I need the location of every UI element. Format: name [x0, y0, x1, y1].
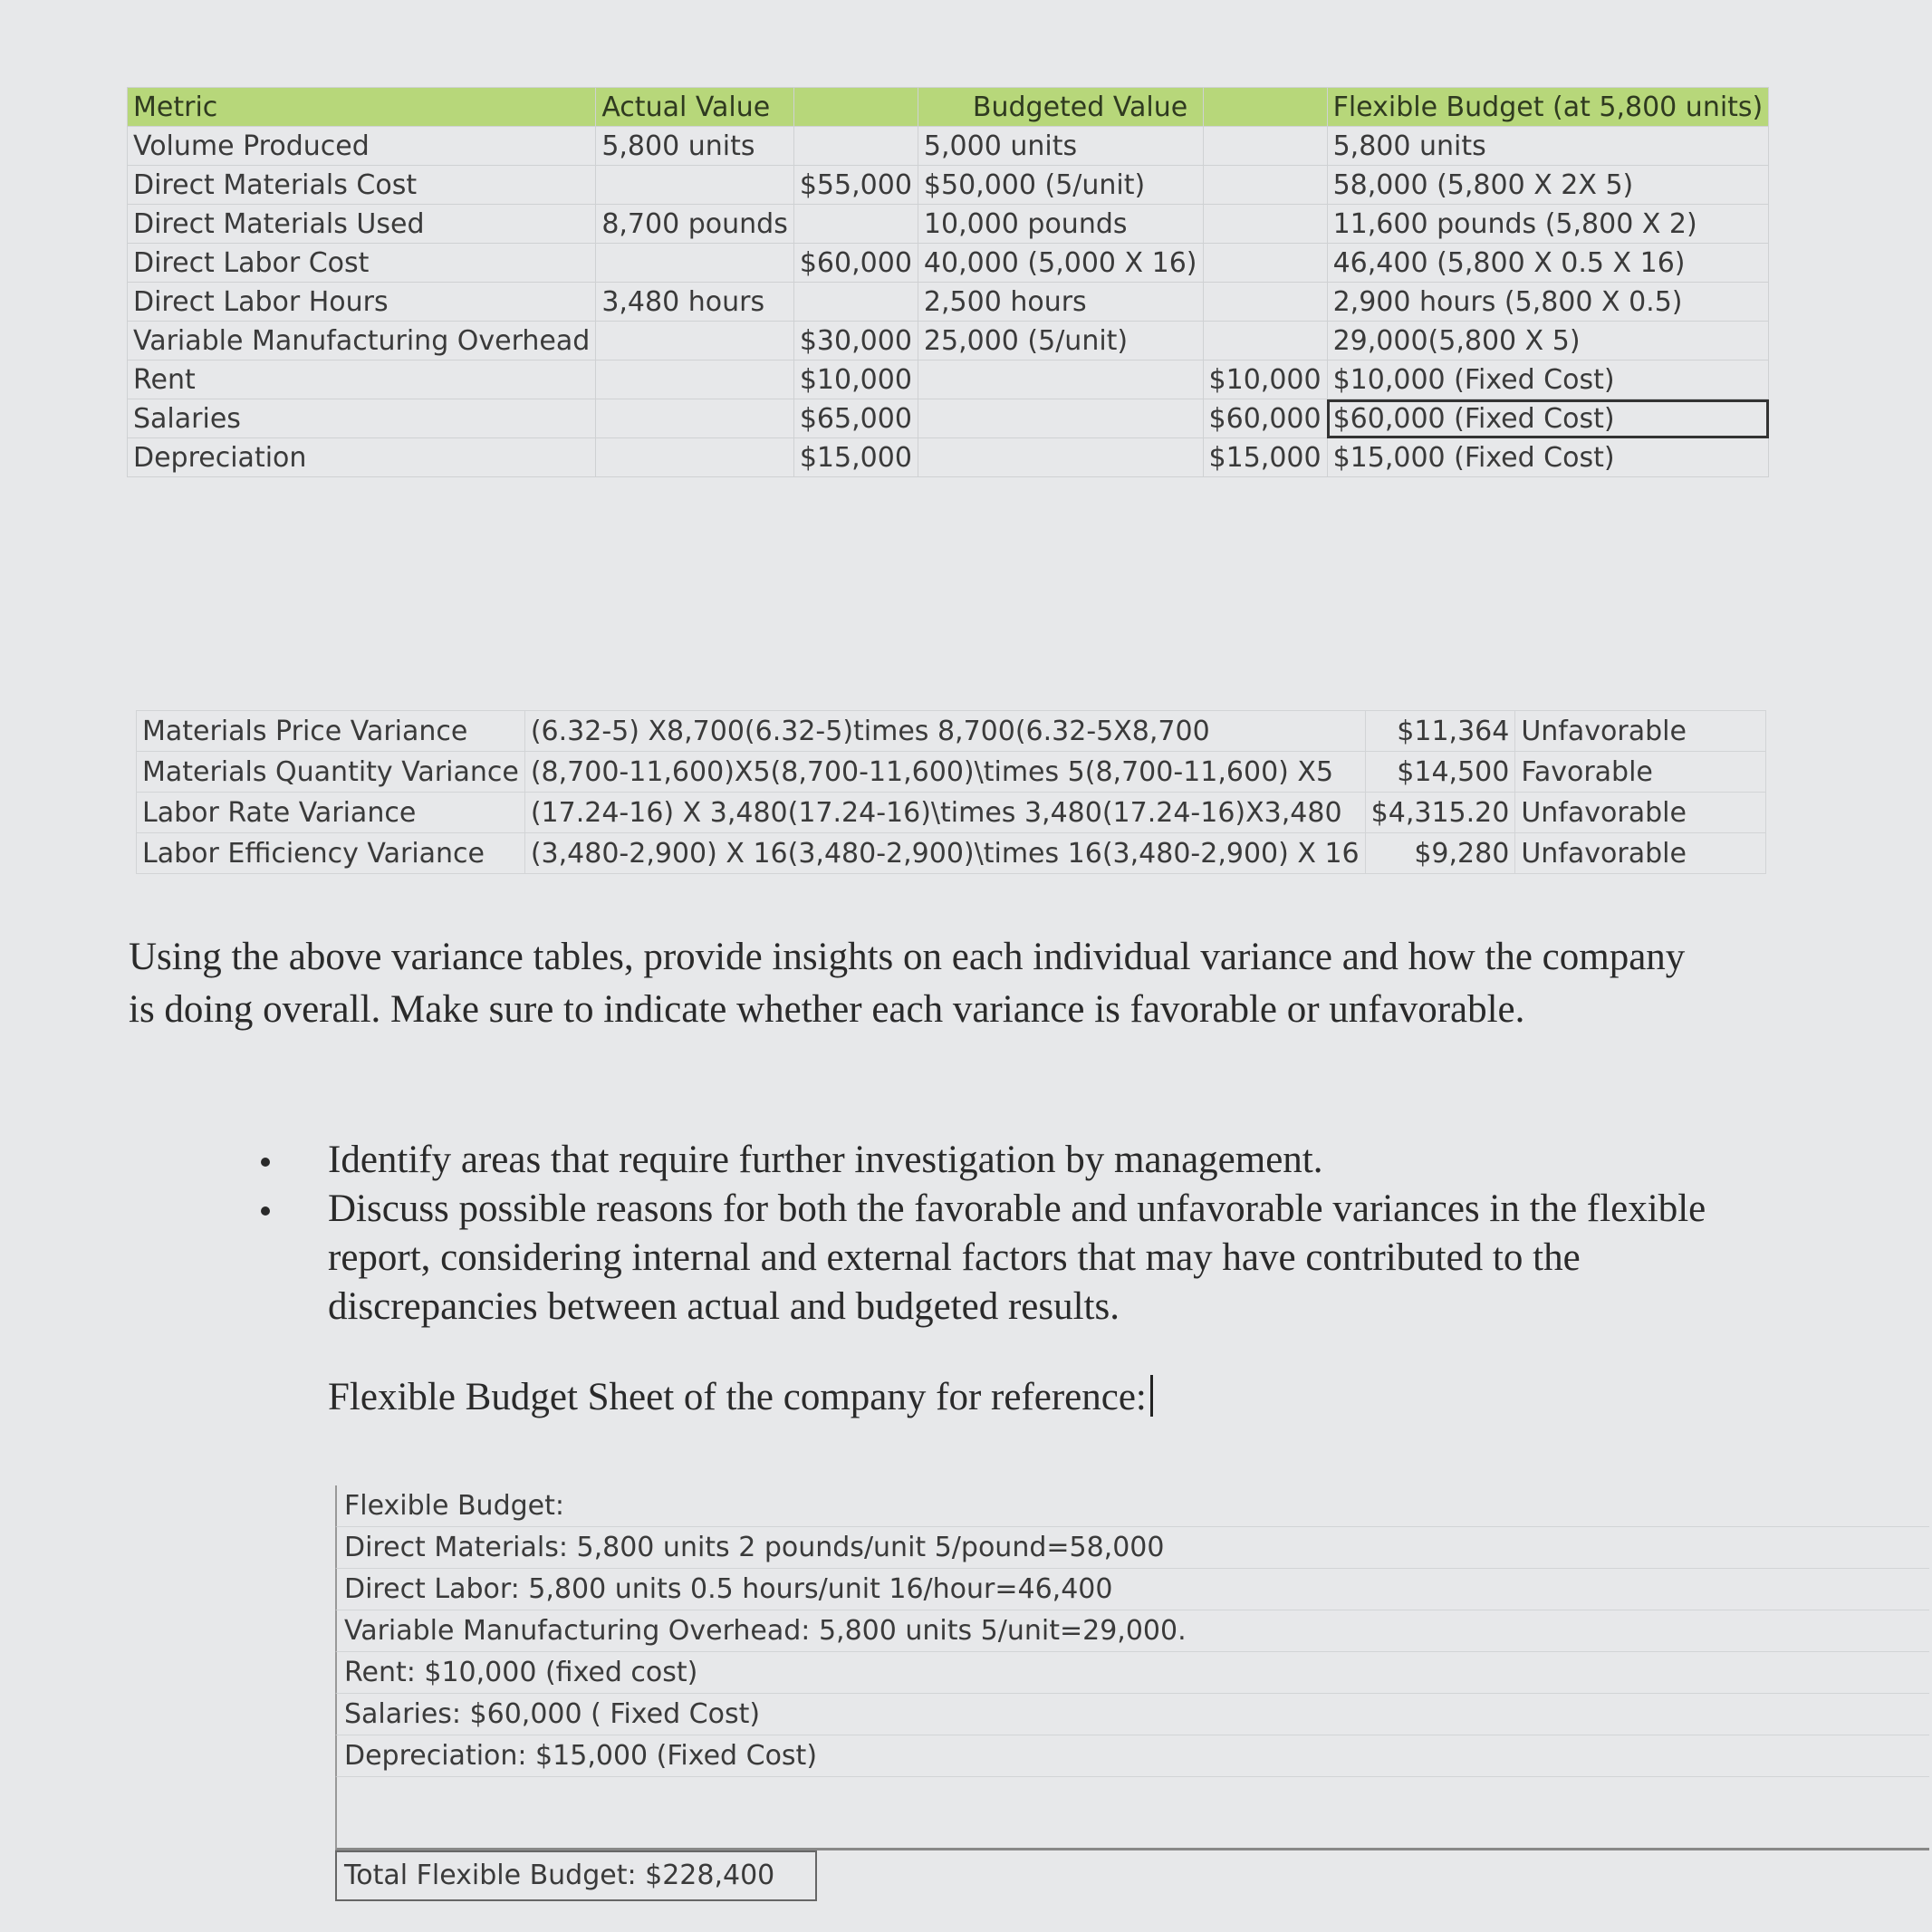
- actual-cell[interactable]: [596, 360, 794, 399]
- flex-amount-cell[interactable]: $15,000: [1203, 438, 1327, 477]
- actual-cost-cell[interactable]: $55,000: [793, 166, 918, 205]
- actual-cell[interactable]: [596, 322, 794, 360]
- variance-formula[interactable]: (6.32-5) X8,700(6.32-5)times 8,700(6.32-5X8,700: [524, 711, 1365, 752]
- reference-spacer: [335, 1777, 1929, 1850]
- actual-cost-cell[interactable]: [793, 205, 918, 244]
- metric-cell[interactable]: Direct Labor Hours: [128, 283, 596, 322]
- actual-cost-cell[interactable]: $65,000: [793, 399, 918, 438]
- table-row: [128, 322, 1769, 360]
- flex-cell[interactable]: 5,800 units: [1327, 127, 1769, 166]
- table-row: [128, 205, 1769, 244]
- header-cell[interactable]: Flexible Budget (at 5,800 units): [1327, 88, 1769, 127]
- variance-amount[interactable]: $4,315.20: [1365, 793, 1515, 833]
- actual-cell[interactable]: [596, 244, 794, 283]
- reference-line[interactable]: Flexible Budget:: [335, 1485, 1929, 1527]
- variance-result[interactable]: Unfavorable: [1515, 711, 1766, 752]
- budget-cell[interactable]: [918, 399, 1203, 438]
- variance-result[interactable]: Favorable: [1515, 752, 1766, 793]
- reference-title[interactable]: [328, 1375, 1153, 1419]
- budget-cell[interactable]: [918, 438, 1203, 477]
- flex-amount-cell[interactable]: [1203, 283, 1327, 322]
- metric-cell[interactable]: Variable Manufacturing Overhead: [128, 322, 596, 360]
- reference-line[interactable]: Variable Manufacturing Overhead: 5,800 units 5/unit=29,000.: [335, 1610, 1929, 1652]
- reference-line[interactable]: Direct Materials: 5,800 units 2 pounds/unit 5/pound=58,000: [335, 1527, 1929, 1569]
- actual-cost-cell[interactable]: $10,000: [793, 360, 918, 399]
- budget-cell[interactable]: 25,000 (5/unit): [918, 322, 1203, 360]
- selected-cell[interactable]: $60,000 (Fixed Cost): [1327, 399, 1769, 438]
- reference-sheet: [335, 1485, 1929, 1901]
- reference-total[interactable]: Total Flexible Budget: $228,400: [335, 1850, 817, 1901]
- header-cell[interactable]: [793, 88, 918, 127]
- actual-cost-cell[interactable]: [793, 127, 918, 166]
- reference-line[interactable]: Direct Labor: 5,800 units 0.5 hours/unit 16/hour=46,400: [335, 1569, 1929, 1610]
- flex-amount-cell[interactable]: [1203, 166, 1327, 205]
- budget-cell[interactable]: [918, 360, 1203, 399]
- variance-result[interactable]: Unfavorable: [1515, 833, 1766, 874]
- table-row: [128, 283, 1769, 322]
- budget-cell[interactable]: 40,000 (5,000 X 16): [918, 244, 1203, 283]
- actual-cell[interactable]: [596, 166, 794, 205]
- table-row: [128, 166, 1769, 205]
- metric-cell[interactable]: Salaries: [128, 399, 596, 438]
- variance-amount[interactable]: $14,500: [1365, 752, 1515, 793]
- flex-cell[interactable]: $10,000 (Fixed Cost): [1327, 360, 1769, 399]
- table-row: [128, 244, 1769, 283]
- variance-name[interactable]: Materials Price Variance: [137, 711, 525, 752]
- actual-cell[interactable]: 3,480 hours: [596, 283, 794, 322]
- budget-cell[interactable]: $50,000 (5/unit): [918, 166, 1203, 205]
- bullet-list: [254, 1136, 1775, 1331]
- variance-formula[interactable]: (17.24-16) X 3,480(17.24-16)\times 3,480(17.24-16)X3,480: [524, 793, 1365, 833]
- variance-table: [136, 710, 1766, 874]
- flex-amount-cell[interactable]: $10,000: [1203, 360, 1327, 399]
- budget-cell[interactable]: 2,500 hours: [918, 283, 1203, 322]
- table-row: [128, 360, 1769, 399]
- table-row: [128, 438, 1769, 477]
- flex-cell[interactable]: 46,400 (5,800 X 0.5 X 16): [1327, 244, 1769, 283]
- variance-formula[interactable]: (3,480-2,900) X 16(3,480-2,900)\times 16(3,480-2,900) X 16: [524, 833, 1365, 874]
- variance-amount[interactable]: $9,280: [1365, 833, 1515, 874]
- reference-title-text: Flexible Budget Sheet of the company for reference:: [328, 1376, 1147, 1418]
- actual-cell[interactable]: [596, 399, 794, 438]
- reference-line[interactable]: Salaries: $60,000 ( Fixed Cost): [335, 1694, 1929, 1735]
- metric-cell[interactable]: Direct Labor Cost: [128, 244, 596, 283]
- flex-amount-cell[interactable]: [1203, 127, 1327, 166]
- actual-cell[interactable]: 5,800 units: [596, 127, 794, 166]
- variance-result[interactable]: Unfavorable: [1515, 793, 1766, 833]
- flex-cell[interactable]: 11,600 pounds (5,800 X 2): [1327, 205, 1769, 244]
- header-cell[interactable]: [1203, 88, 1327, 127]
- variance-row: [137, 752, 1766, 793]
- flex-amount-cell[interactable]: [1203, 322, 1327, 360]
- header-cell[interactable]: Metric: [128, 88, 596, 127]
- table-row: [128, 399, 1769, 438]
- bullet-icon: [261, 1158, 270, 1167]
- header-cell[interactable]: Budgeted Value: [918, 88, 1203, 127]
- metric-cell[interactable]: Depreciation: [128, 438, 596, 477]
- actual-cost-cell[interactable]: $60,000: [793, 244, 918, 283]
- actual-cell[interactable]: [596, 438, 794, 477]
- reference-line[interactable]: Depreciation: $15,000 (Fixed Cost): [335, 1735, 1929, 1777]
- reference-line[interactable]: Rent: $10,000 (fixed cost): [335, 1652, 1929, 1694]
- actual-cost-cell[interactable]: $30,000: [793, 322, 918, 360]
- flexible-budget-sheet: [127, 87, 1769, 477]
- header-cell[interactable]: Actual Value: [596, 88, 794, 127]
- text-cursor: [1150, 1375, 1153, 1417]
- variance-name[interactable]: Materials Quantity Variance: [137, 752, 525, 793]
- variance-row: [137, 833, 1766, 874]
- variance-amount[interactable]: $11,364: [1365, 711, 1515, 752]
- variance-name[interactable]: Labor Rate Variance: [137, 793, 525, 833]
- sheet-header-row: [128, 88, 1769, 127]
- budget-cell[interactable]: 5,000 units: [918, 127, 1203, 166]
- variance-formula[interactable]: (8,700-11,600)X5(8,700-11,600)\times 5(8,700-11,600) X5: [524, 752, 1365, 793]
- variance-row: [137, 711, 1766, 752]
- flex-cell[interactable]: 2,900 hours (5,800 X 0.5): [1327, 283, 1769, 322]
- budget-cell[interactable]: 10,000 pounds: [918, 205, 1203, 244]
- actual-cost-cell[interactable]: [793, 283, 918, 322]
- table-row: [128, 127, 1769, 166]
- flex-amount-cell[interactable]: [1203, 244, 1327, 283]
- metric-cell[interactable]: Direct Materials Cost: [128, 166, 596, 205]
- metric-cell[interactable]: Volume Produced: [128, 127, 596, 166]
- list-item: [254, 1185, 1775, 1331]
- flex-cell[interactable]: $15,000 (Fixed Cost): [1327, 438, 1769, 477]
- flex-amount-cell[interactable]: $60,000: [1203, 399, 1327, 438]
- variance-name[interactable]: Labor Efficiency Variance: [137, 833, 525, 874]
- question-prompt: Using the above variance tables, provide insights on each individual variance and how the company is doing overall. Make sure to indicate whether each variance is favorable or unfavorable.: [129, 936, 1686, 1031]
- list-item: [254, 1136, 1775, 1185]
- bullet-icon: [261, 1206, 270, 1216]
- actual-cell[interactable]: 8,700 pounds: [596, 205, 794, 244]
- actual-cost-cell[interactable]: $15,000: [793, 438, 918, 477]
- variance-row: [137, 793, 1766, 833]
- metric-cell[interactable]: Rent: [128, 360, 596, 399]
- bullet-text: Discuss possible reasons for both the favorable and unfavorable variances in the flexible report, considering internal and external factors that may have contributed to the discrepancies between actual and budgeted results.: [328, 1187, 1706, 1328]
- metric-cell[interactable]: Direct Materials Used: [128, 205, 596, 244]
- flex-amount-cell[interactable]: [1203, 205, 1327, 244]
- bullet-text: Identify areas that require further investigation by management.: [328, 1139, 1323, 1181]
- flex-cell[interactable]: 29,000(5,800 X 5): [1327, 322, 1769, 360]
- flex-cell[interactable]: 58,000 (5,800 X 2X 5): [1327, 166, 1769, 205]
